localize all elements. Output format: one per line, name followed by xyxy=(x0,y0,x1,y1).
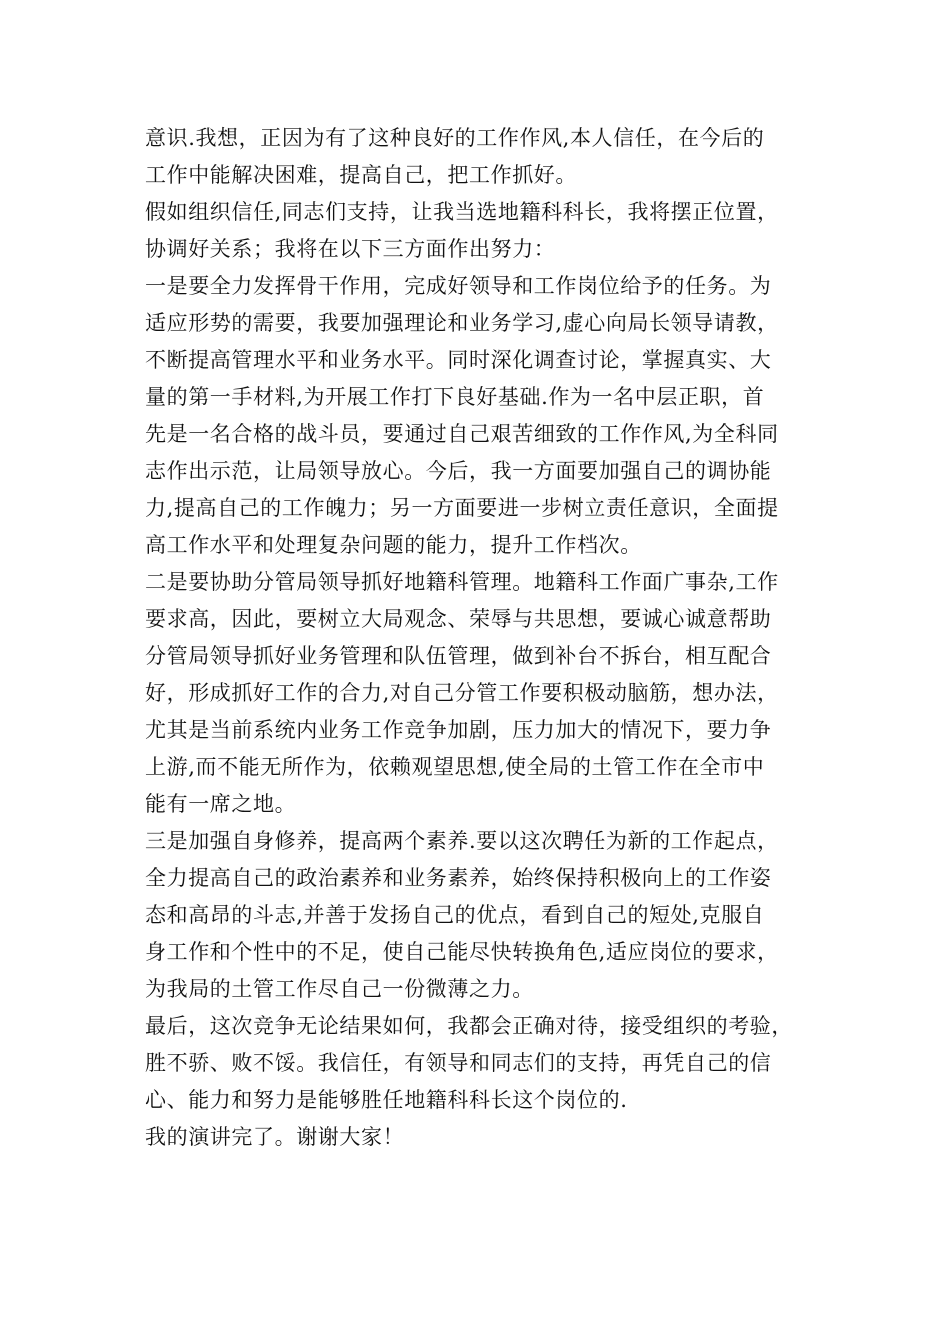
text-line: 协调好关系；我将在以下三方面作出努力： xyxy=(145,237,556,261)
text-line: 要求高，因此，要树立大局观念、荣辱与共思想，要诚心诚意帮助 xyxy=(145,607,772,631)
text-line: 身工作和个性中的不足，使自己能尽快转换角色,适应岗位的要求， xyxy=(145,940,779,964)
text-line: 全力提高自己的政治素养和业务素养，始终保持积极向上的工作姿 xyxy=(145,866,772,890)
text-line: 三是加强自身修养，提高两个素养.要以这次聘任为新的工作起点， xyxy=(145,829,779,853)
text-line: 我的演讲完了。谢谢大家！ xyxy=(145,1125,405,1149)
text-line: 志作出示范，让局领导放心。今后，我一方面要加强自己的调协能 xyxy=(145,459,772,483)
text-line: 二是要协助分管局领导抓好地籍科管理。地籍科工作面广事杂,工作 xyxy=(145,570,779,594)
text-line: 分管局领导抓好业务管理和队伍管理，做到补台不拆台，相互配合 xyxy=(145,644,772,668)
text-line: 上游,而不能无所作为，依赖观望思想,使全局的土管工作在全市中 xyxy=(145,755,765,779)
text-line: 尤其是当前系统内业务工作竞争加剧，压力加大的情况下，要力争 xyxy=(145,718,772,742)
text-line: 量的第一手材料,为开展工作打下良好基础.作为一名中层正职，首 xyxy=(145,385,765,409)
text-line: 最后，这次竞争无论结果如何，我都会正确对待，接受组织的考验， xyxy=(145,1014,793,1038)
text-line: 假如组织信任,同志们支持，让我当选地籍科科长，我将摆正位置， xyxy=(145,200,779,224)
text-line: 一是要全力发挥骨干作用，完成好领导和工作岗位给予的任务。为 xyxy=(145,274,772,298)
document-body xyxy=(145,120,810,1156)
text-line: 为我局的土管工作尽自己一份微薄之力。 xyxy=(145,977,534,1001)
text-line: 高工作水平和处理复杂问题的能力，提升工作档次。 xyxy=(145,533,642,557)
text-line: 力,提高自己的工作魄力；另一方面要进一步树立责任意识，全面提 xyxy=(145,496,779,520)
text-line: 胜不骄、败不馁。我信任，有领导和同志们的支持，再凭自己的信 xyxy=(145,1051,772,1075)
text-line: 意识.我想，正因为有了这种良好的工作作风,本人信任，在今后的 xyxy=(145,126,765,150)
text-line: 适应形势的需要，我要加强理论和业务学习,虚心向局长领导请教， xyxy=(145,311,779,335)
text-line: 工作中能解决困难，提高自己，把工作抓好。 xyxy=(145,163,577,187)
text-line: 心、能力和努力是能够胜任地籍科科长这个岗位的. xyxy=(145,1088,628,1112)
text-line: 不断提高管理水平和业务水平。同时深化调查讨论，掌握真实、大 xyxy=(145,348,772,372)
text-line: 先是一名合格的战斗员，要通过自己艰苦细致的工作作风,为全科同 xyxy=(145,422,779,446)
text-line: 能有一席之地。 xyxy=(145,792,297,816)
text-line: 好，形成抓好工作的合力,对自己分管工作要积极动脑筋，想办法， xyxy=(145,681,779,705)
text-line: 态和高昂的斗志,并善于发扬自己的优点，看到自己的短处,克服自 xyxy=(145,903,765,927)
